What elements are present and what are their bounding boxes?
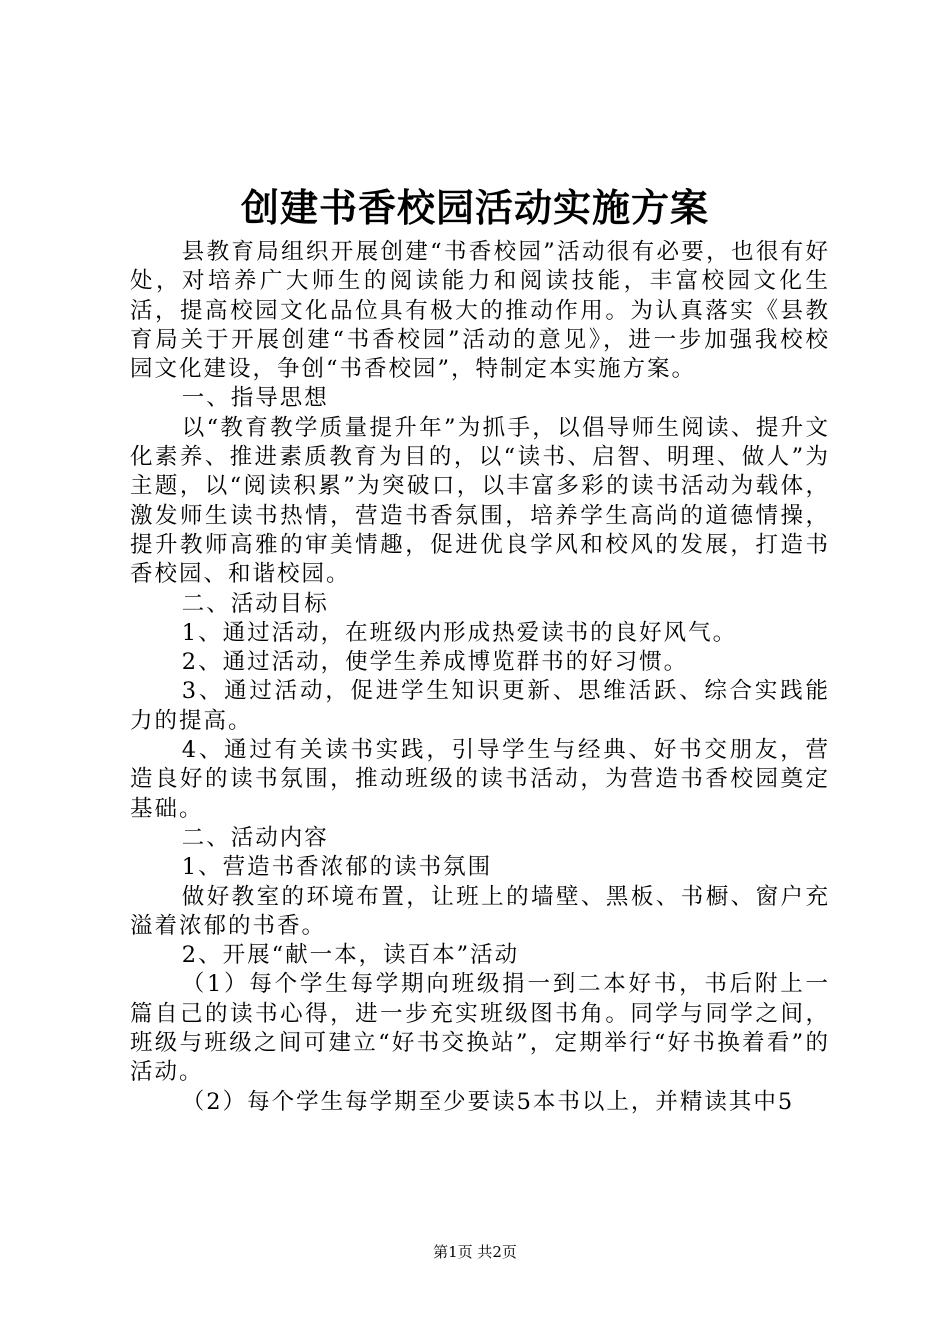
goal-item-2: 2、通过活动，使学生养成博览群书的好习惯。	[181, 649, 689, 676]
goal-item-3: 3、通过活动，促进学生知识更新、思维活跃、综合实践能力的提高。	[130, 678, 830, 734]
page-footer: 第1页 共2页	[433, 1243, 517, 1261]
paragraph-guiding-thought: 以“教育教学质量提升年”为抓手，以倡导师生阅读、提升文化素养、推进素质教育为目的，以“读书、启智、明理、做人”为主题，以“阅读积累”为突破口，以丰富多彩的读书活动为载体，激发师生读书热情，营造书香氛围，培养学生高尚的道德情操，提升教师高雅的审美情趣，促进优良学风和校风的发展，打造书香校园、和谐校园。	[130, 414, 830, 588]
goal-item-1: 1、通过活动，在班级内形成热爱读书的良好风气。	[181, 619, 738, 646]
heading-activity-content: 二、活动内容	[181, 824, 329, 851]
heading-guiding-thought: 一、指导思想	[181, 385, 329, 412]
content-item-1: （1）每个学生每学期向班级捐一到二本好书，书后附上一篇自己的读书心得，进一步充实班级图书角。同学与同学之间，班级与班级之间可建立“好书交换站”，定期举行“好书换着看”的活动。	[130, 971, 830, 1086]
document-body	[130, 238, 830, 1117]
goal-item-4: 4、通过有关读书实践，引导学生与经典、好书交朋友，营造良好的读书氛围，推动班级的读书活动，为营造书香校园奠定基础。	[130, 737, 830, 822]
document-title: 创建书香校园活动实施方案	[240, 185, 709, 230]
content-subheading-1: 1、营造书香浓郁的读书氛围	[181, 854, 493, 881]
content-item-2: （2）每个学生每学期至少要读5本书以上，并精读其中5	[181, 1088, 795, 1115]
content-subheading-2: 2、开展“献一本，读百本”活动	[181, 942, 520, 969]
content-paragraph-1: 做好教室的环境布置，让班上的墙壁、黑板、书橱、窗户充溢着浓郁的书香。	[130, 883, 830, 939]
paragraph-intro: 县教育局组织开展创建“书香校园”活动很有必要，也很有好处，对培养广大师生的阅读能力和阅读技能，丰富校园文化生活，提高校园文化品位具有极大的推动作用。为认真落实《县教育局关于开展创建“书香校园”活动的意见》，进一步加强我校校园文化建设，争创“书香校园”，特制定本实施方案。	[130, 239, 830, 383]
heading-activity-goals: 二、活动目标	[181, 590, 329, 617]
